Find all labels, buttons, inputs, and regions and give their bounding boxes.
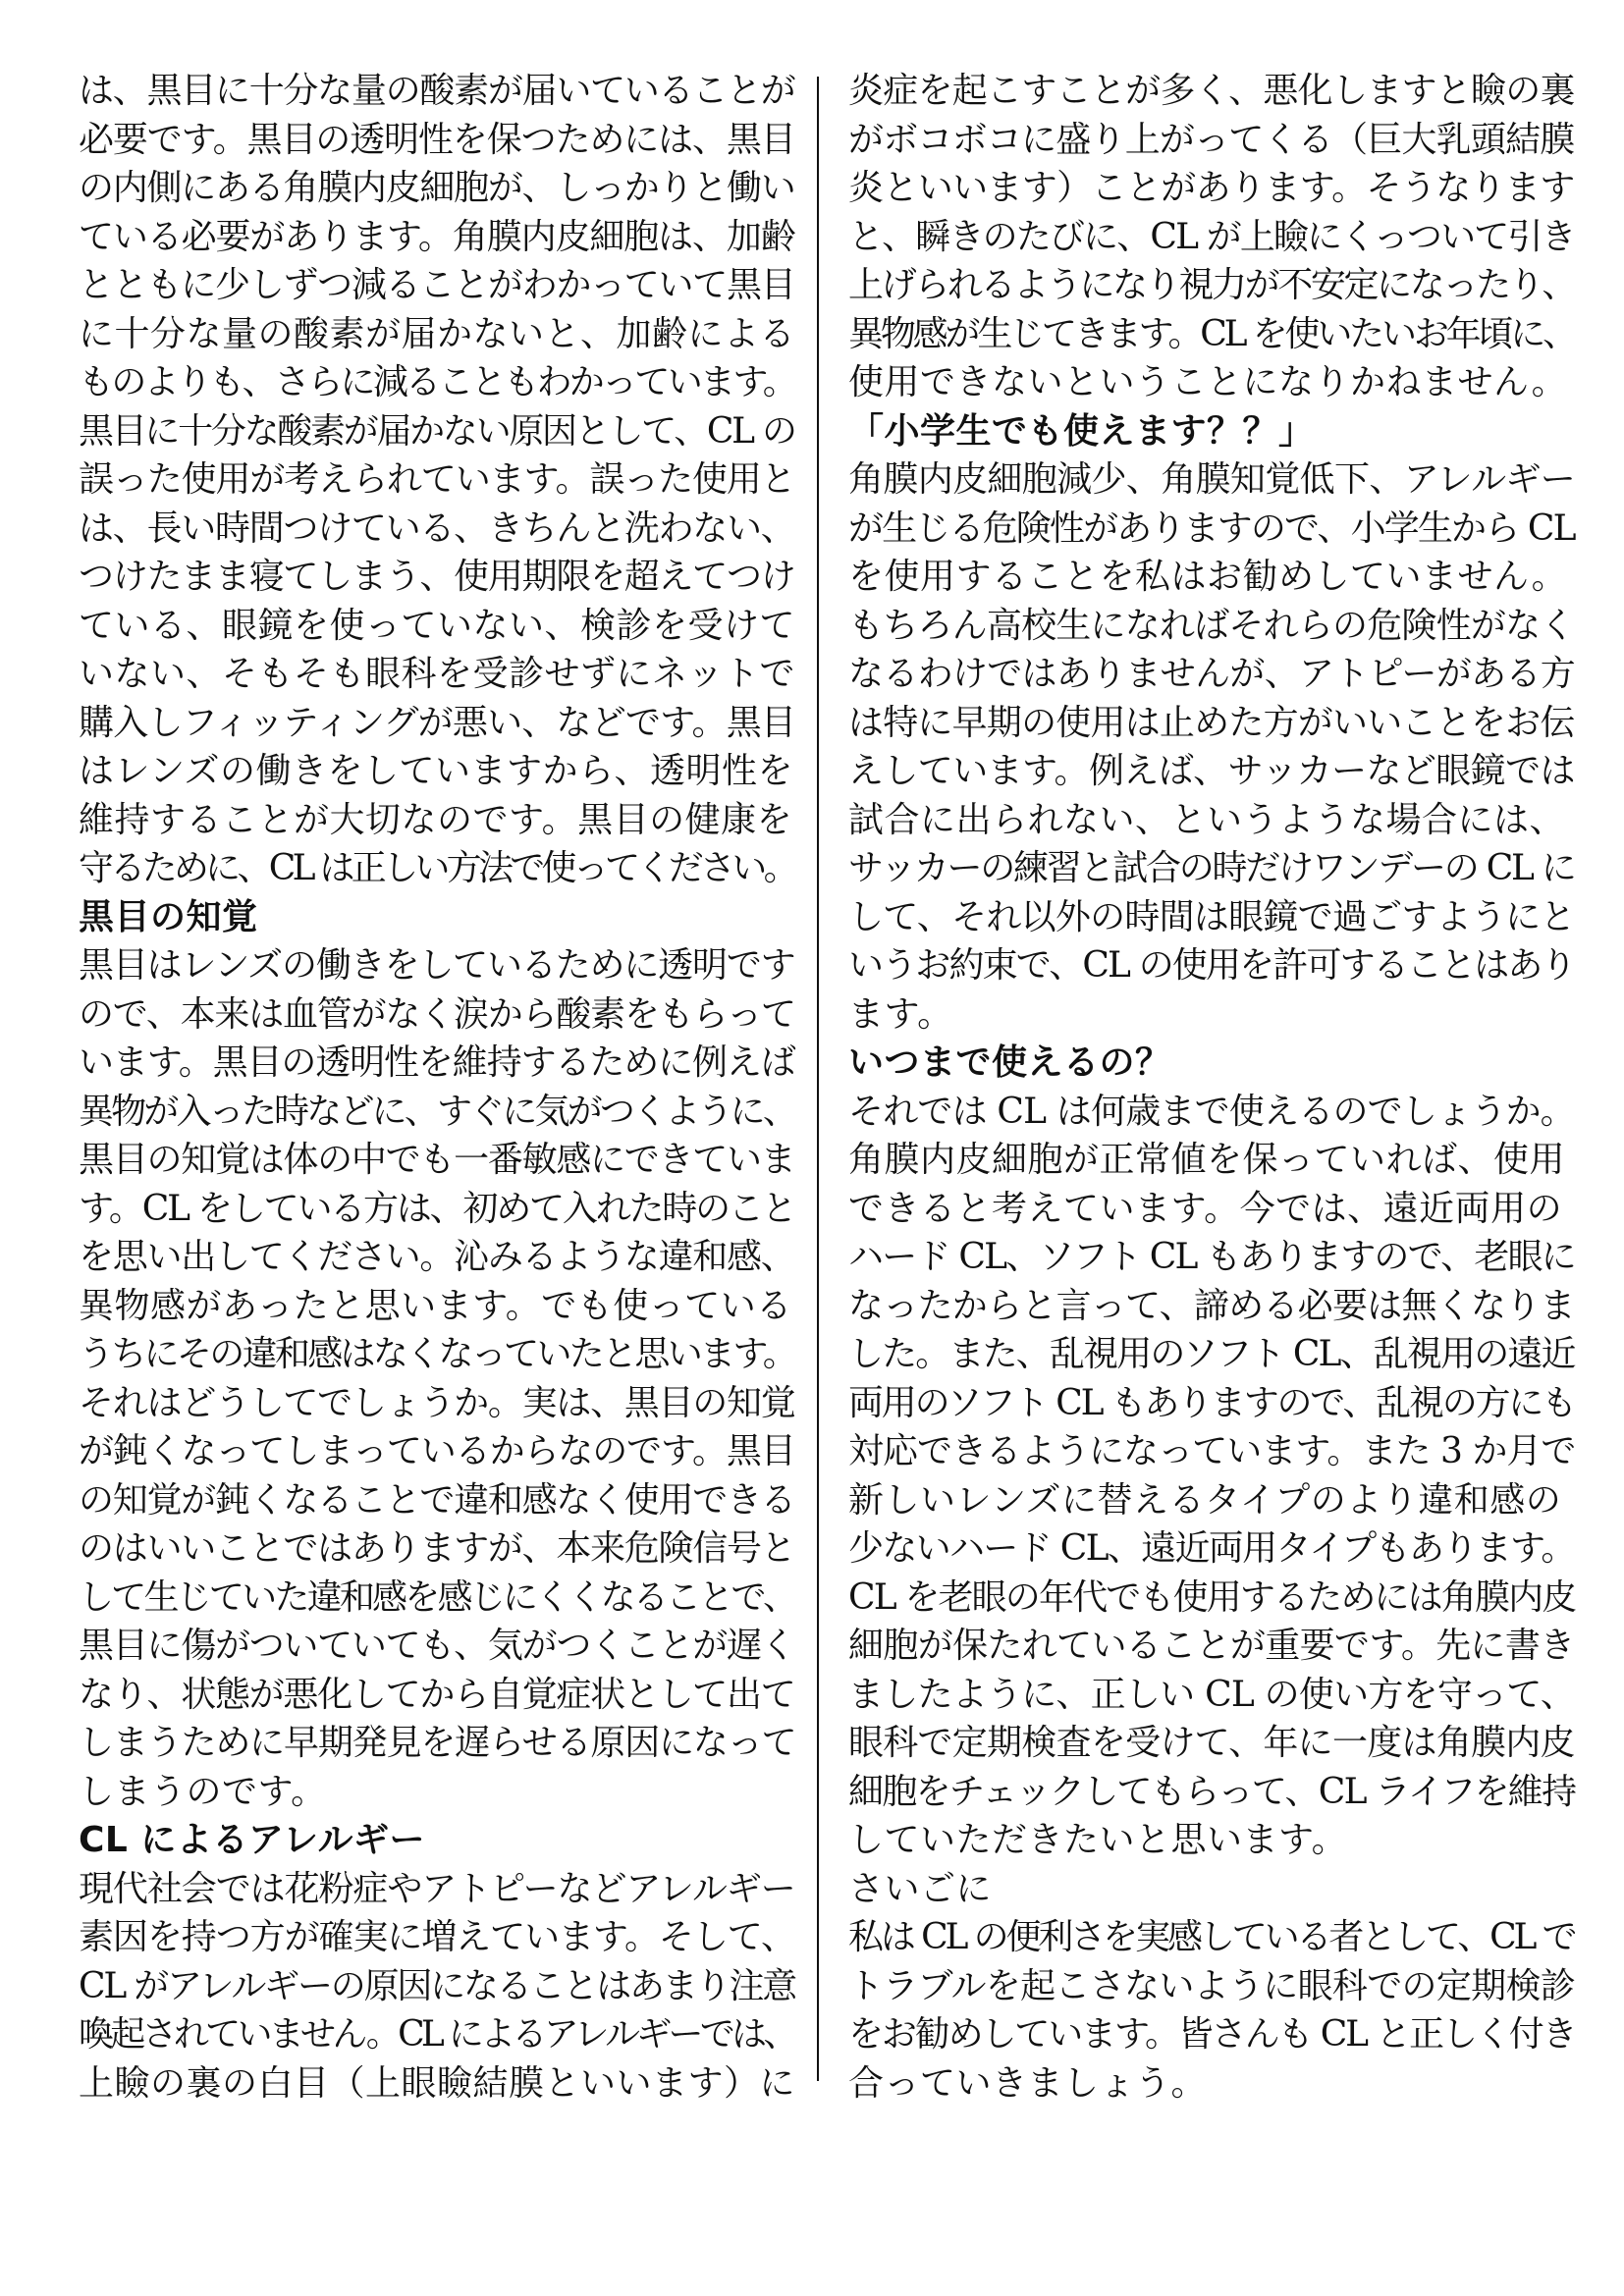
text-line: 喚起されていません。CL によるアレルギーでは、	[79, 2014, 795, 2055]
text-line: つけたまま寝てしまう、使用期限を超えてつけ	[79, 557, 795, 597]
text-line: は、長い時間つけている、きちんと洗わない、	[79, 507, 795, 549]
text-line: 購入しフィッティングが悪い、などです。黒目	[79, 702, 796, 743]
text-line: ので、本来は血管がなく涙から酸素をもらって	[79, 993, 795, 1035]
text-line: ものよりも、さらに減ることもわかっています。	[79, 362, 796, 402]
text-line: 黒目の知覚は体の中でも一番敏感にできていま	[79, 1140, 795, 1180]
text-line: います。黒目の透明性を維持するために例えば	[79, 1042, 795, 1083]
section-heading: 黒目の知覚	[79, 896, 258, 937]
text-line: いうお約束で、CL の使用を許可することはあり	[848, 945, 1575, 986]
text-line: もちろん高校生になればそれらの危険性がなく	[848, 605, 1575, 646]
text-line: していただきたいと思います。	[848, 1820, 1348, 1860]
text-line: ている、眼鏡を使っていない、検診を受けて	[79, 605, 796, 646]
text-line: 異物感があったと思います。でも使っている	[79, 1285, 792, 1326]
text-line: なるわけではありませんが、アトピーがある方	[848, 654, 1576, 694]
text-line: のはいいことではありますが、本来危険信号と	[79, 1528, 795, 1569]
text-line: しまうために早期発見を遅らせる原因になって	[79, 1723, 796, 1763]
text-line: ましたように、正しい CL の使い方を守って、	[848, 1674, 1576, 1715]
text-line: 素因を持つ方が確実に増えています。そして、	[79, 1917, 795, 1957]
section-heading: 「小学生でも使えます？？」	[848, 410, 1315, 452]
text-line: 合っていきましょう。	[848, 2062, 1208, 2104]
text-line: 少ないハード CL、遠近両用タイプもあります。	[848, 1528, 1575, 1569]
text-line: しまうのです。	[79, 1771, 327, 1812]
text-line: して、それ以外の時間は眼鏡で過ごすようにと	[848, 896, 1575, 937]
text-line: 両用のソフト CL もありますので、乱視の方にも	[848, 1382, 1575, 1423]
text-line: と、瞬きのたびに、CL が上瞼にくっついて引き	[848, 216, 1575, 257]
column-divider	[817, 77, 819, 2081]
left-column	[79, 67, 795, 2108]
text-line: 細胞をチェックしてもらって、CL ライフを維持	[848, 1771, 1576, 1812]
text-line: 眼科で定期検査を受けて、年に一度は角膜内皮	[848, 1723, 1575, 1763]
section-heading: いつまで使えるの？	[848, 1042, 1171, 1083]
text-line: 炎といいます）ことがあります。そうなります	[848, 168, 1575, 208]
text-line: 守るために、CL は正しい方法で使ってください。	[79, 848, 795, 888]
text-line: 黒目に十分な酸素が届かない原因として、CL の	[79, 410, 795, 452]
text-line: なり、状態が悪化してから自覚症状として出て	[79, 1674, 795, 1715]
text-line: 黒目に傷がついていても、気がつくことが遅く	[79, 1626, 795, 1666]
text-line: して生じていた違和感を感じにくくなることで、	[79, 1576, 796, 1618]
text-line: CL を老眼の年代でも使用するためには角膜内皮	[848, 1576, 1576, 1618]
text-line: 上瞼の裏の白目（上眼瞼結膜といいます）に	[79, 2062, 796, 2104]
text-line: 必要です。黒目の透明性を保つためには、黒目	[79, 119, 795, 160]
text-line: を思い出してください。沁みるような違和感、	[79, 1237, 795, 1277]
text-line: さいごに	[848, 1868, 993, 1909]
text-line: CL がアレルギーの原因になることはあまり注意	[79, 1965, 796, 2006]
text-line: が生じる危険性がありますので、小学生から CL	[848, 507, 1575, 549]
text-line: の知覚が鈍くなることで違和感なく使用できる	[79, 1479, 795, 1521]
text-line: うちにその違和感はなくなっていたと思います。	[79, 1334, 796, 1374]
text-line: 上げられるようになり視力が不安定になったり、	[848, 265, 1576, 305]
text-line: 黒目はレンズの働きをしているために透明です	[79, 945, 795, 986]
text-line: できると考えています。今では、遠近両用の	[848, 1188, 1563, 1229]
text-line: トラブルを起こさないように眼科での定期検診	[848, 1965, 1576, 2006]
text-line: 角膜内皮細胞が正常値を保っていれば、使用	[848, 1140, 1566, 1180]
text-line: を使用することを私はお勧めしていません。	[848, 557, 1568, 597]
text-line: ます。	[848, 993, 953, 1035]
text-line: 現代社会では花粉症やアトピーなどアレルギー	[79, 1868, 795, 1909]
text-line: いない、そもそも眼科を受診せずにネットで	[79, 654, 796, 694]
text-line: 角膜内皮細胞減少、角膜知覚低下、アレルギー	[848, 459, 1576, 500]
text-line: 細胞が保たれていることが重要です。先に書き	[848, 1626, 1575, 1666]
text-line: に十分な量の酸素が届かないと、加齢による	[79, 313, 796, 354]
text-line: は、黒目に十分な量の酸素が届いていることが	[79, 71, 795, 111]
text-line: 炎症を起こすことが多く、悪化しますと瞼の裏	[848, 71, 1575, 111]
text-line: が鈍くなってしまっているからなのです。黒目	[79, 1431, 795, 1471]
text-line: えしています。例えば、サッカーなど眼鏡では	[848, 751, 1575, 791]
text-line: それでは CL は何歳まで使えるのでしょうか。	[848, 1091, 1575, 1132]
text-line: サッカーの練習と試合の時だけワンデーの CL に	[848, 848, 1575, 888]
text-line: なったからと言って、諦める必要は無くなりま	[848, 1285, 1575, 1326]
text-line: した。また、乱視用のソフト CL、乱視用の遠近	[848, 1334, 1575, 1374]
text-line: はレンズの働きをしていますから、透明性を	[79, 751, 794, 791]
text-line: をお勧めしています。皆さんも CL と正しく付き	[848, 2014, 1576, 2055]
text-line: の内側にある角膜内皮細胞が、しっかりと働い	[79, 168, 795, 208]
text-line: がボコボコに盛り上がってくる（巨大乳頭結膜	[848, 119, 1575, 160]
section-heading: CL によるアレルギー	[79, 1820, 426, 1860]
text-line: 使用できないということになりかねません。	[848, 362, 1568, 402]
text-line: 維持することが大切なのです。黒目の健康を	[79, 799, 793, 840]
text-line: す。CL をしている方は、初めて入れた時のこと	[79, 1188, 795, 1229]
text-line: 異物感が生じてきます。CL を使いたいお年頃に、	[848, 313, 1576, 354]
text-line: ハード CL、ソフト CL もありますので、老眼に	[848, 1237, 1576, 1277]
text-line: 私は CL の便利さを実感している者として、CL で	[848, 1917, 1575, 1957]
text-line: それはどうしてでしょうか。実は、黒目の知覚	[79, 1382, 795, 1423]
text-line: 誤った使用が考えられています。誤った使用と	[79, 459, 795, 500]
text-line: 試合に出られない、というような場合には、	[848, 799, 1566, 840]
text-line: ている必要があります。角膜内皮細胞は、加齢	[79, 216, 795, 257]
text-line: 対応できるようになっています。また 3 か月で	[848, 1431, 1576, 1471]
text-line: 新しいレンズに替えるタイプのより違和感の	[848, 1479, 1562, 1521]
text-line: 異物が入った時などに、すぐに気がつくように、	[79, 1091, 796, 1132]
right-column	[848, 67, 1575, 2108]
text-line: は特に早期の使用は止めた方がいいことをお伝	[848, 702, 1575, 743]
text-line: とともに少しずつ減ることがわかっていて黒目	[79, 265, 795, 305]
